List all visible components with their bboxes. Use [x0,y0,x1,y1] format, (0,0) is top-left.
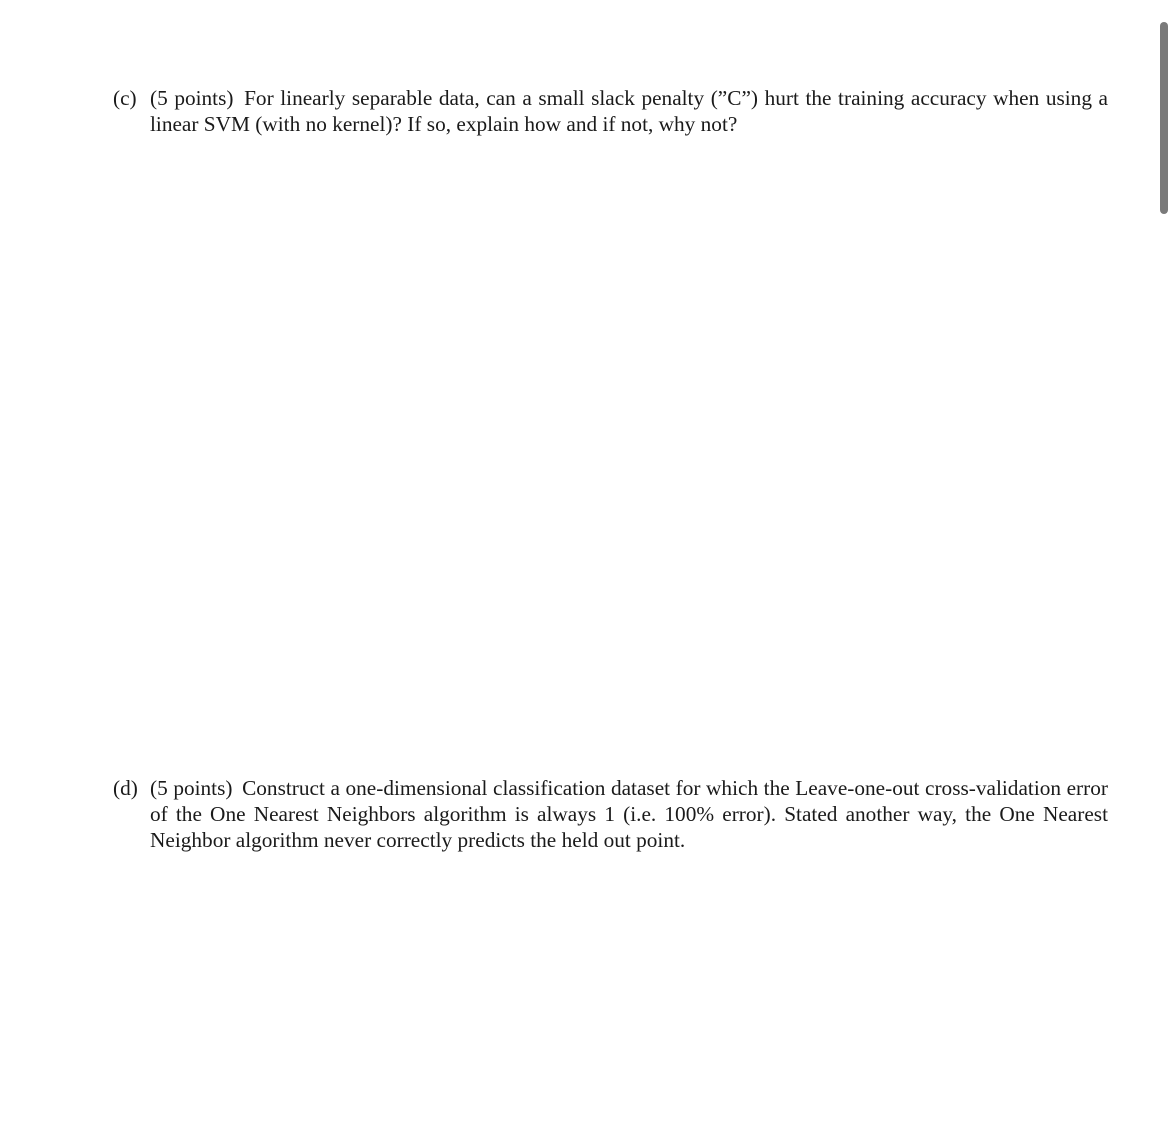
question-d-body [150,775,1108,853]
question-c [113,85,1108,137]
question-c-points: (5 points) [150,86,234,110]
vertical-scrollbar[interactable] [1156,0,1170,1142]
question-c-body [150,85,1108,137]
question-c-label: (c) [113,86,137,110]
question-d [113,775,1108,853]
question-c-text: For linearly separable data, can a small slack penalty (”C”) hurt the training accuracy when using a linear SVM (with no kernel)? If so, explain how and if not, why not? [150,86,1108,136]
question-d-points: (5 points) [150,776,233,800]
scrollbar-thumb[interactable] [1160,22,1168,214]
question-d-text: Construct a one-dimensional classification dataset for which the Leave-one-out cross-validation error of the One Nearest Neighbors algorithm is always 1 (i.e. 100% error). Stated another way, the One Nearest Neighbor algorithm never correctly predicts the held out point. [150,776,1108,852]
question-d-label: (d) [113,776,138,800]
